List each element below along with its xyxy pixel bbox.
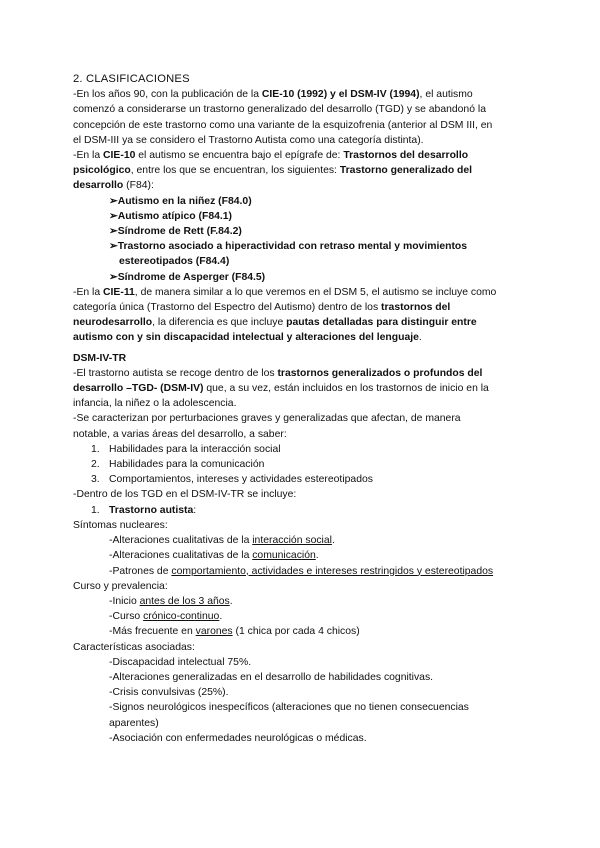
- list-item-continuation: [73, 254, 533, 269]
- section-heading: 2. CLASIFICACIONES: [73, 73, 190, 85]
- text-line: infancia, la niñez o la adolescencia.: [73, 398, 237, 410]
- section-label: Síntomas nucleares:: [73, 519, 168, 531]
- text: -Alteraciones cualitativas de la: [109, 535, 253, 547]
- bold-text: CIE-10 (1992) y el DSM-IV (1994): [261, 89, 420, 101]
- list-item: -Alteraciones generalizadas en el desarrollo de habilidades cognitivas.: [109, 671, 434, 683]
- bold-text: Trastorno generalizado del: [339, 165, 473, 177]
- text: -En la: [73, 150, 104, 162]
- underlined-text: comportamiento, actividades e intereses restringidos y estereotipados: [171, 565, 494, 577]
- list-item: ➢Síndrome de Rett (F.84.2): [109, 226, 242, 238]
- text: , el autismo: [419, 89, 473, 101]
- list-item: [73, 594, 533, 609]
- bold-text: psicológico: [73, 165, 131, 177]
- text: .: [229, 595, 233, 607]
- list-item: -Signos neurológicos inespecíficos (alteraciones que no tienen consecuencias: [109, 702, 469, 714]
- text: .: [315, 550, 319, 562]
- text: .: [331, 535, 335, 547]
- bold-text: CIE-11: [103, 286, 135, 298]
- text: Habilidades para la comunicación: [109, 459, 265, 471]
- section-label: Características asociadas:: [73, 641, 195, 653]
- bold-text: desarrollo –TGD- (DSM-IV): [73, 383, 204, 395]
- list-item: [73, 624, 533, 639]
- list-item: ➢Trastorno asociado a hiperactividad con retraso mental y movimientos: [109, 241, 468, 253]
- text-line: -Dentro de los TGD en el DSM-IV-TR se incluye:: [73, 489, 297, 501]
- text: , entre los que se encuentran, los siguientes:: [130, 165, 340, 177]
- text: -En los años 90, con la publicación de la: [73, 89, 262, 101]
- bold-text: trastornos generalizados o profundos del: [277, 367, 483, 379]
- text-line: el DSM-III ya se considero el Trastorno Autista como una categoría distinta).: [73, 134, 424, 146]
- list-item: [73, 472, 533, 487]
- text: (F84):: [123, 180, 154, 192]
- underlined-text: interacción social: [252, 535, 332, 547]
- bold-text: neurodesarrollo: [73, 317, 153, 329]
- text: .: [418, 332, 422, 344]
- list-item-continuation: aparentes): [109, 717, 159, 729]
- bold-text: pautas detalladas para distinguir entre: [286, 317, 477, 329]
- curso-section: [73, 579, 533, 640]
- paragraph-cie11: [73, 285, 533, 346]
- text: , la diferencia es que incluye: [152, 317, 287, 329]
- list-item: [73, 564, 533, 579]
- list-item: -Asociación con enfermedades neurológicas o médicas.: [109, 732, 367, 744]
- underlined-text: varones: [195, 626, 233, 638]
- text: -El trastorno autista se recoge dentro de los: [73, 367, 278, 379]
- list-item: [73, 442, 533, 457]
- list-number: 1.: [91, 443, 100, 455]
- list-item: -Discapacidad intelectual 75%.: [109, 656, 252, 668]
- list-item: ➢Autismo atípico (F84.1): [109, 210, 233, 222]
- sintomas-section: [73, 518, 533, 579]
- paragraph-dsm4-tgd: [73, 366, 533, 412]
- text: -Más frecuente en: [109, 626, 196, 638]
- paragraph-cie10: [73, 148, 533, 194]
- list-item: [73, 533, 533, 548]
- document-page: [73, 72, 533, 746]
- text: -Inicio: [109, 595, 140, 607]
- bold-text: desarrollo: [73, 180, 124, 192]
- text: el autismo se encuentra bajo el epígrafe de:: [135, 150, 344, 162]
- list-item: -Crisis convulsivas (25%).: [109, 687, 229, 699]
- list-item: [73, 457, 533, 472]
- text-line: notable, a varias áreas del desarrollo, a saber:: [73, 428, 287, 440]
- text: Comportamientos, intereses y actividades estereotipados: [109, 474, 373, 486]
- underlined-text: crónico-continuo: [143, 611, 220, 623]
- text: -Curso: [109, 611, 144, 623]
- list-item: [73, 609, 533, 624]
- text-line: concepción de este trastorno como una variante de la esquizofrenia (anterior al DSM III, en: [73, 119, 493, 131]
- bold-text: trastornos del: [381, 302, 451, 314]
- list-number: 1.: [91, 504, 100, 516]
- text-line: -Se caracterizan por perturbaciones graves y generalizadas que afectan, de manera: [73, 413, 461, 425]
- bold-text: CIE-10: [103, 150, 136, 162]
- text: Habilidades para la interacción social: [109, 443, 281, 455]
- dsm-heading: DSM-IV-TR: [73, 352, 127, 364]
- text: .: [219, 611, 223, 623]
- underlined-text: antes de los 3 años: [139, 595, 230, 607]
- text: -Patrones de: [109, 565, 172, 577]
- text: , de manera similar a lo que veremos en el DSM 5, el autismo se incluye como: [134, 286, 497, 298]
- paragraph-characteristics: [73, 411, 533, 441]
- areas-list: [73, 442, 533, 488]
- section-label: Curso y prevalencia:: [73, 580, 168, 592]
- paragraph-cie10-dsm4: [73, 87, 533, 148]
- list-item: [73, 503, 533, 518]
- list-item: ➢Autismo en la niñez (F84.0): [109, 195, 252, 207]
- list-number: 2.: [91, 459, 100, 471]
- text-line: comenzó a considerarse un trastorno generalizado del desarrollo (TGD) y se abandonó la: [73, 104, 486, 116]
- text: :: [193, 504, 197, 516]
- text: -En la: [73, 286, 104, 298]
- cie10-list: [73, 194, 533, 285]
- text: categoría única (Trastorno del Espectro del Autismo) dentro de los: [73, 302, 382, 314]
- list-item: ➢Síndrome de Asperger (F84.5): [109, 271, 266, 283]
- list-item: [73, 548, 533, 563]
- bold-text: Trastornos del desarrollo: [343, 150, 469, 162]
- bold-text: Trastorno autista: [109, 504, 194, 516]
- bold-text: autismo con y sin discapacidad intelectual y alteraciones del lenguaje: [73, 332, 419, 344]
- text: -Alteraciones cualitativas de la: [109, 550, 253, 562]
- text: (1 chica por cada 4 chicos): [232, 626, 360, 638]
- caracteristicas-section: [73, 640, 533, 746]
- underlined-text: comunicación: [252, 550, 316, 562]
- text: estereotipados (F84.4): [119, 256, 230, 268]
- text: que, a su vez, están incluidos en los trastornos de inicio en la: [203, 383, 489, 395]
- list-number: 3.: [91, 474, 100, 486]
